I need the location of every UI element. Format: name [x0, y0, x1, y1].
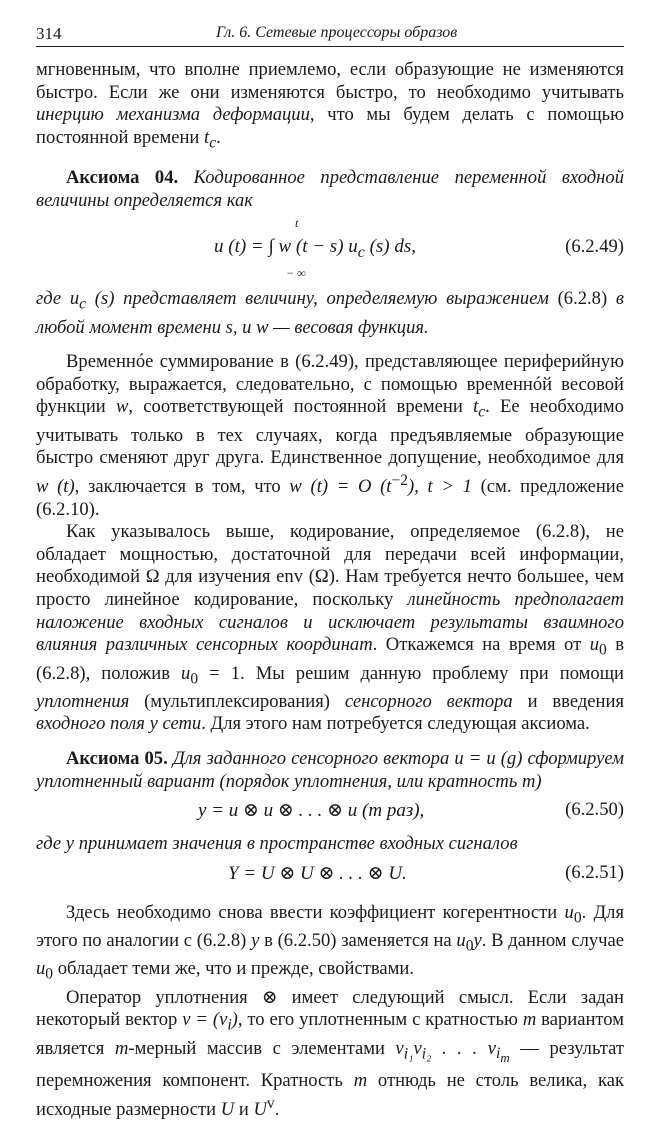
equation-expression: u (t) = ∫ w (t − s) $u_c$ (s) ds,	[214, 236, 417, 262]
paragraph-5: Оператор уплотнения ⊗ имеет следующий смысл. Если задан некоторый вектор $v = (v_i)$, то его уплотненным с кратностью m вариантом является m-мерный массив с элементами $v_{i_1}v_{i_2}$ . . . $v_{i_m}$ — результат перемножения компонент. Кратность m отнюдь не столь велика, как исходные размерности U и $U^v$.	[36, 986, 625, 1120]
book-page	[36, 22, 624, 1121]
paragraph-2: Временнóе суммирование в (6.2.49), представляющее периферийную обработку, выражается, следовательно, с помощью временнóй весовой функции w, соответствующей постоянной времени $t_c$. Ее необходимо учитывать только в тех случаях, когда предъявляемые образующие быстро сменяют друг друга. Единственное допущение, необходимое для w (t), заключается в том, что w (t) = O $(t^{-2})$, t > 1 (см. предложение (6.2.10).	[36, 351, 625, 520]
axiom-05-text: Для заданного сенсорного вектора u = u (g) сформируем уплотненный вариант (порядок уплотнения, или кратность m)	[36, 748, 625, 792]
paragraph-1: мгновенным, что вполне приемлемо, если образующие не изменяются быстро. Если же они изменяются быстро, то необходимо учитывать инерцию механизма деформации, что мы будем делать с помощью постоянной времени $t_c$.	[36, 59, 625, 152]
equation-6-2-49	[36, 216, 624, 282]
paragraph-after-eq-6-2-50: где y принимает значения в пространстве входных сигналов	[36, 833, 518, 855]
equation-6-2-51	[36, 862, 624, 890]
equation-number: (6.2.49)	[565, 236, 624, 258]
integral-upper-limit: t	[295, 216, 299, 231]
integral-lower-limit: − ∞	[286, 266, 306, 281]
axiom-05-label: Аксиома 05.	[66, 748, 168, 770]
equation-6-2-50	[36, 799, 624, 827]
paragraph-after-eq-6-2-49: где $u_c$ (s) представляет величину, определяемую выражением (6.2.8) в любой момент времени s, и w — весовая функция.	[36, 288, 624, 338]
axiom-04	[36, 167, 624, 212]
page-number: 314	[36, 24, 62, 43]
axiom-05	[36, 748, 624, 793]
equation-number: (6.2.51)	[565, 861, 624, 883]
equation-expression: Y = U ⊗ U ⊗ . . . ⊗ U.	[228, 862, 407, 884]
paragraph-3: Как указывалось выше, кодирование, определяемое (6.2.8), не обладает мощностью, достаточной для передачи всей информации, необходимой Ω для изучения env (Ω). Нам требуется нечто большее, чем просто линейное кодирование, поскольку линейность предполагает наложение входных сигналов и исключает результаты взаимного влияния различных сенсорных координат. Откажемся на время от $u_0$ в (6.2.8), положив $u_0 = 1$. Мы решим данную проблему при помощи уплотнения (мультиплексирования) сенсорного вектора и введения входного поля у сети. Для этого нам потребуется следующая аксиома.	[36, 521, 625, 735]
running-header	[36, 22, 624, 47]
equation-number: (6.2.50)	[565, 799, 624, 821]
axiom-04-label: Аксиома 04.	[66, 167, 179, 189]
equation-expression: y = u ⊗ u ⊗ . . . ⊗ u (m раз),	[198, 800, 425, 822]
running-title: Гл. 6. Сетевые процессоры образов	[216, 24, 458, 41]
paragraph-4: Здесь необходимо снова ввести коэффициент когерентности $u_0$. Для этого по аналогии с (6.2.8) y в (6.2.50) заменяется на $u_0y$. В данном случае $u_0$ обладает теми же, что и прежде, свойствами.	[36, 901, 625, 984]
axiom-04-text: Кодированное представление переменной входной величины определяется как	[36, 167, 625, 211]
